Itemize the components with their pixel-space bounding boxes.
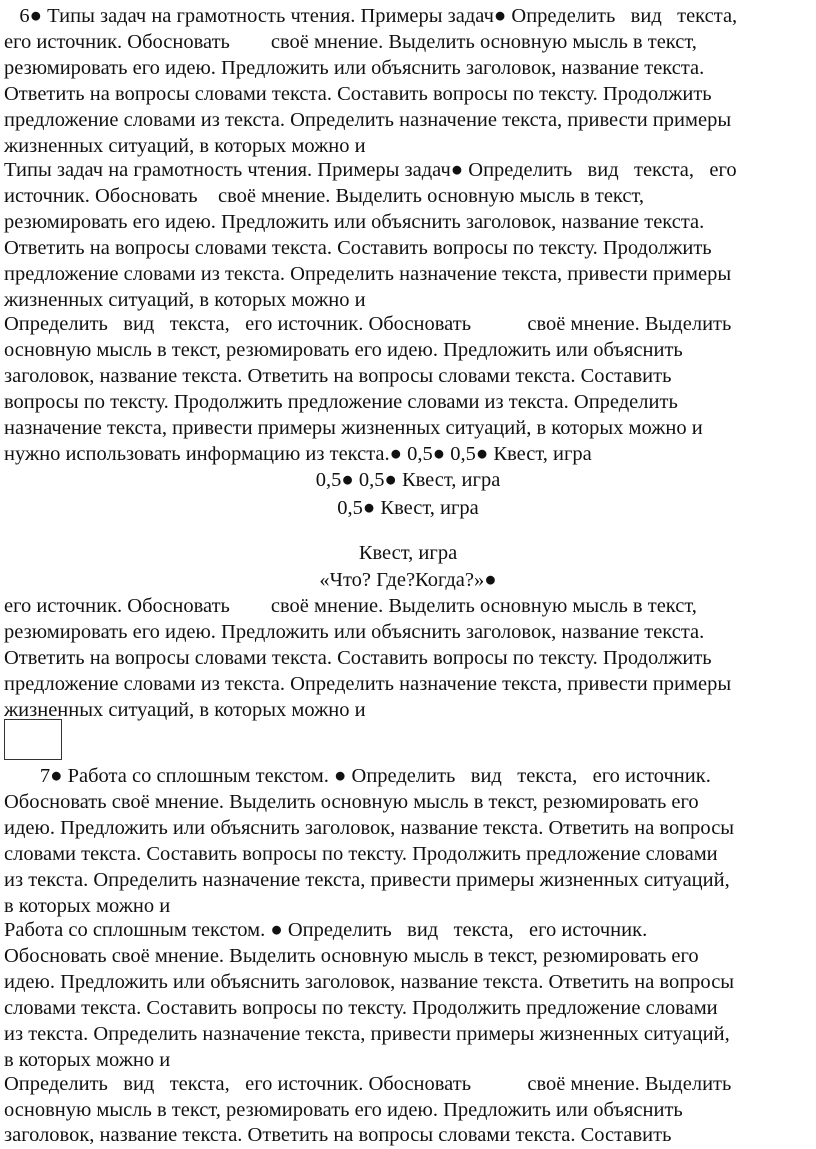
text-line: Работа со сплошным текстом. ● Определить вид текста, его источник. bbox=[4, 919, 648, 941]
empty-box bbox=[4, 719, 62, 760]
text-line: Обосновать своё мнение. Выделить основную мысль в текст, резюмировать его bbox=[4, 791, 699, 813]
quest-title: Квест, игра bbox=[358, 542, 458, 564]
text-line: основную мысль в текст, резюмировать его идею. Предложить или объяснить bbox=[4, 1099, 683, 1121]
text-line: идею. Предложить или объяснить заголовок, название текста. Ответить на вопросы bbox=[4, 971, 735, 993]
text-line: заголовок, название текста. Ответить на вопросы словами текста. Составить bbox=[4, 1124, 672, 1146]
text-line: основную мысль в текст, резюмировать его идею. Предложить или объяснить bbox=[4, 339, 683, 361]
text-line: предложение словами из текста. Определить назначение текста, привести примеры bbox=[4, 673, 732, 695]
text-line: вопросы по тексту. Продолжить предложение словами из текста. Определить bbox=[4, 391, 678, 413]
text-line: 6● Типы задач на грамотность чтения. Примеры задач● Определить вид текста, bbox=[4, 5, 738, 27]
text-line: резюмировать его идею. Предложить или объяснить заголовок, название текста. bbox=[4, 211, 705, 233]
text-line: Определить вид текста, его источник. Обосновать своё мнение. Выделить bbox=[4, 313, 732, 335]
text-line: в которых можно и bbox=[4, 895, 171, 917]
text-line: 7● Работа со сплошным текстом. ● Определить вид текста, его источник. bbox=[4, 765, 711, 787]
text-line: источник. Обосновать своё мнение. Выделить основную мысль в текст, bbox=[4, 185, 645, 207]
text-line: нужно использовать информацию из текста.● 0,5● 0,5● Квест, игра bbox=[4, 443, 592, 465]
text-line: предложение словами из текста. Определить назначение текста, привести примеры bbox=[4, 109, 732, 131]
quest-subtitle: «Что? Где?Когда?»● bbox=[319, 569, 497, 591]
text-line: Ответить на вопросы словами текста. Составить вопросы по тексту. Продолжить bbox=[4, 237, 712, 259]
text-line: резюмировать его идею. Предложить или объяснить заголовок, название текста. bbox=[4, 57, 705, 79]
text-line: предложение словами из текста. Определить назначение текста, привести примеры bbox=[4, 263, 732, 285]
score-line: 0,5● Квест, игра bbox=[337, 497, 479, 519]
text-line: словами текста. Составить вопросы по тексту. Продолжить предложение словами bbox=[4, 843, 718, 865]
text-line: идею. Предложить или объяснить заголовок, название текста. Ответить на вопросы bbox=[4, 817, 735, 839]
text-line: жизненных ситуаций, в которых можно и bbox=[4, 135, 366, 157]
text-line: Ответить на вопросы словами текста. Составить вопросы по тексту. Продолжить bbox=[4, 83, 712, 105]
text-line: заголовок, название текста. Ответить на вопросы словами текста. Составить bbox=[4, 365, 672, 387]
text-line: словами текста. Составить вопросы по тексту. Продолжить предложение словами bbox=[4, 997, 718, 1019]
text-line: Ответить на вопросы словами текста. Составить вопросы по тексту. Продолжить bbox=[4, 647, 712, 669]
text-line: жизненных ситуаций, в которых можно и bbox=[4, 699, 366, 721]
score-line: 0,5● 0,5● Квест, игра bbox=[315, 469, 501, 491]
text-line: из текста. Определить назначение текста, привести примеры жизненных ситуаций, bbox=[4, 869, 730, 891]
text-line: жизненных ситуаций, в которых можно и bbox=[4, 289, 366, 311]
text-line: в которых можно и bbox=[4, 1049, 171, 1071]
text-line: его источник. Обосновать своё мнение. Выделить основную мысль в текст, bbox=[4, 31, 697, 53]
text-line: Обосновать своё мнение. Выделить основную мысль в текст, резюмировать его bbox=[4, 945, 699, 967]
text-line: Типы задач на грамотность чтения. Примеры задач● Определить вид текста, его bbox=[4, 159, 737, 181]
text-line: Определить вид текста, его источник. Обосновать своё мнение. Выделить bbox=[4, 1073, 732, 1095]
text-line: назначение текста, привести примеры жизненных ситуаций, в которых можно и bbox=[4, 417, 703, 439]
text-line: из текста. Определить назначение текста, привести примеры жизненных ситуаций, bbox=[4, 1023, 730, 1045]
text-line: его источник. Обосновать своё мнение. Выделить основную мысль в текст, bbox=[4, 595, 697, 617]
text-line: резюмировать его идею. Предложить или объяснить заголовок, название текста. bbox=[4, 621, 705, 643]
